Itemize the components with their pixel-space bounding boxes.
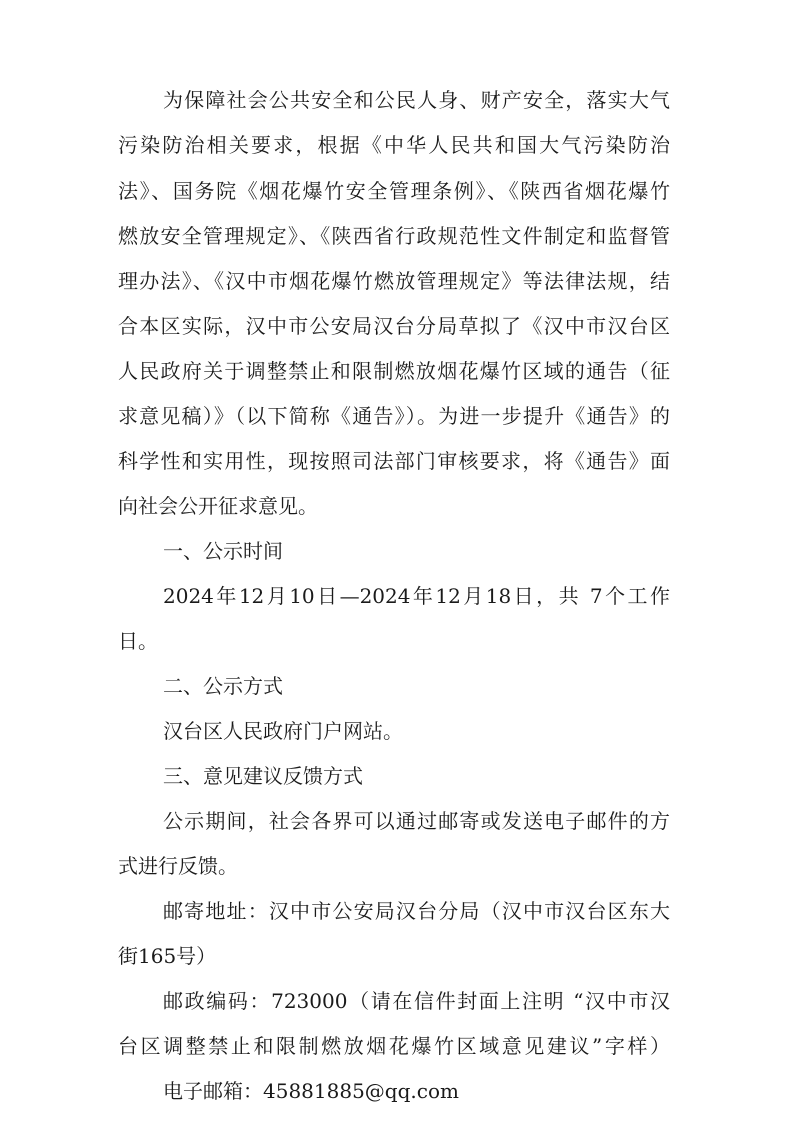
postcode-line: 台区调整禁止和限制燃放烟花爆竹区域意见建议”字样）: [118, 1034, 670, 1058]
intro-line: 求意见稿）》（以下简称《通告》）。为进一步提升《通告》的: [118, 404, 670, 428]
intro-line: 法》、国务院《烟花爆竹安全管理条例》、《陕西省烟花爆竹: [118, 179, 670, 203]
postcode-line: 邮政编码：723000（请在信件封面上注明 “汉中市汉: [163, 989, 670, 1013]
section-heading-method: 二、公示方式: [163, 674, 283, 698]
intro-line: 科学性和实用性，现按照司法部门审核要求，将《通告》面: [118, 449, 670, 473]
feedback-line: 式进行反馈。: [118, 854, 238, 878]
email-line: 电子邮箱：45881885@qq.com: [163, 1079, 459, 1103]
section-heading-time: 一、公示时间: [163, 539, 283, 563]
intro-line: 为保障社会公共安全和公民人身、财产安全，落实大气: [163, 88, 670, 112]
intro-line: 合本区实际，汉中市公安局汉台分局草拟了《汉中市汉台区: [118, 314, 670, 338]
intro-line: 人民政府关于调整禁止和限制燃放烟花爆竹区域的通告（征: [118, 359, 670, 383]
intro-line: 燃放安全管理规定》、《陕西省行政规范性文件制定和监督管: [118, 224, 670, 248]
section-heading-feedback: 三、意见建议反馈方式: [163, 764, 363, 788]
mailing-address-line: 邮寄地址：汉中市公安局汉台分局（汉中市汉台区东大: [163, 899, 670, 923]
time-line: 2024年12月10日—2024年12月18日，共 7个工作: [163, 584, 670, 608]
mailing-address-line: 街165号）: [118, 944, 217, 968]
intro-line: 向社会公开征求意见。: [118, 494, 318, 518]
intro-line: 污染防治相关要求，根据《中华人民共和国大气污染防治: [118, 133, 670, 157]
method-line: 汉台区人民政府门户网站。: [163, 719, 403, 743]
intro-line: 理办法》、《汉中市烟花爆竹燃放管理规定》等法律法规，结: [118, 269, 670, 293]
feedback-line: 公示期间，社会各界可以通过邮寄或发送电子邮件的方: [163, 809, 670, 833]
time-line: 日。: [118, 629, 158, 653]
